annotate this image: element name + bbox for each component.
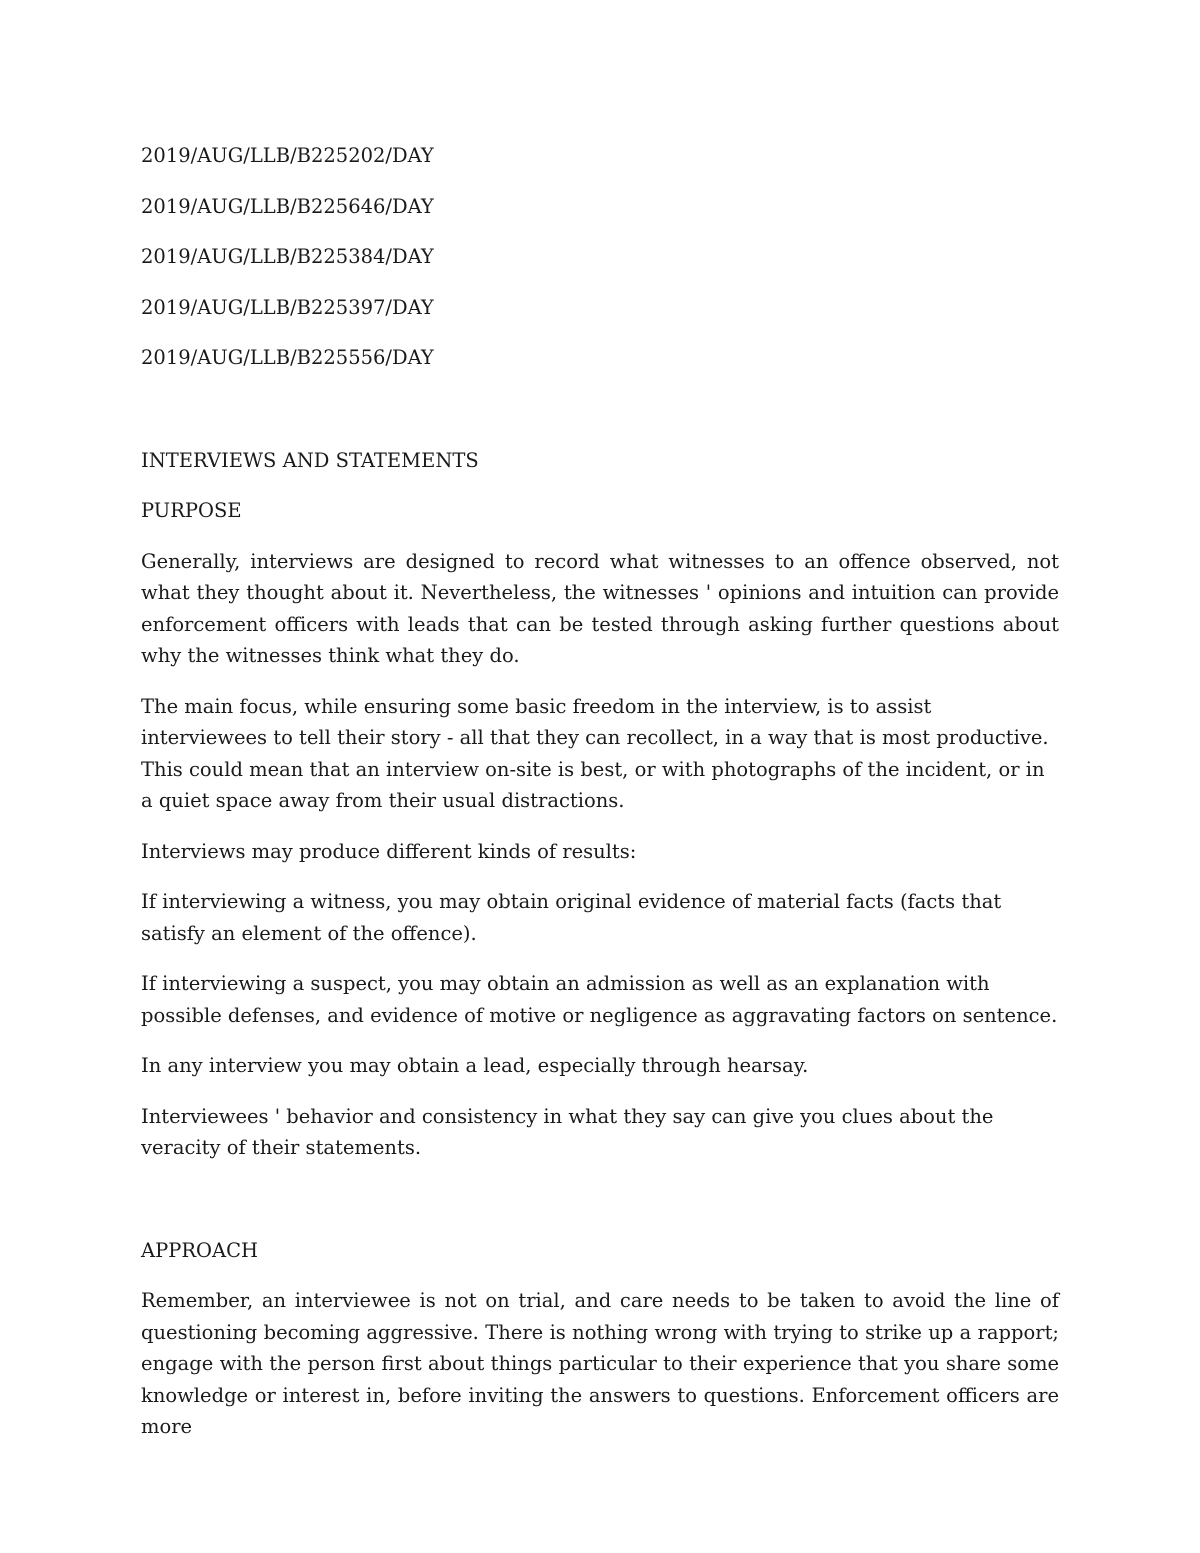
- paragraph: Interviewees ' behavior and consistency in what they say can give you clues about the veracity of their statements.: [141, 1104, 994, 1159]
- paragraph: In any interview you may obtain a lead, especially through hearsay.: [141, 1054, 809, 1077]
- paragraph: If interviewing a witness, you may obtain original evidence of material facts (facts that satisfy an element of the offence).: [141, 890, 1002, 945]
- paragraph: If interviewing a suspect, you may obtain an admission as well as an explanation with possible defenses, and evidence of motive or negligence as aggravating factors on sentence.: [141, 972, 1058, 1027]
- section-heading-purpose: PURPOSE: [141, 499, 242, 522]
- paragraph: Remember, an interviewee is not on trial, and care needs to be taken to avoid the line of questioning becoming aggressive. There is nothing wrong with trying to strike up a rapport; engage with the person first about things particular to their experience that you share some knowledge or interest in, before inviting the answers to questions. Enforcement officers are more: [141, 1289, 1059, 1438]
- student-id: 2019/AUG/LLB/B225556/DAY: [141, 346, 434, 369]
- student-id-list: [141, 140, 1059, 374]
- document-page: [141, 140, 1059, 1462]
- blank-line: [141, 393, 1059, 445]
- paragraph: Generally, interviews are designed to record what witnesses to an offence observed, not what they thought about it. Nevertheless, the witnesses ' opinions and intuition can provide enforcement officers with leads that can be tested through asking further questions about why the witnesses think what they do.: [141, 549, 1059, 667]
- paragraph: The main focus, while ensuring some basic freedom in the interview, is to assist interviewees to tell their story - all that they can recollect, in a way that is most productive. This could mean that an interview on-site is best, or with photographs of the incident, or in a quiet space away from their usual distractions.: [141, 694, 1049, 812]
- student-id: 2019/AUG/LLB/B225384/DAY: [141, 245, 434, 268]
- paragraph: Interviews may produce different kinds of results:: [141, 839, 637, 863]
- student-id: 2019/AUG/LLB/B225397/DAY: [141, 295, 434, 319]
- blank-line: [141, 1183, 1059, 1235]
- section-heading-approach: APPROACH: [141, 1238, 258, 1262]
- document-title: INTERVIEWS AND STATEMENTS: [141, 448, 479, 472]
- student-id: 2019/AUG/LLB/B225646/DAY: [141, 194, 434, 218]
- student-id: 2019/AUG/LLB/B225202/DAY: [141, 144, 434, 167]
